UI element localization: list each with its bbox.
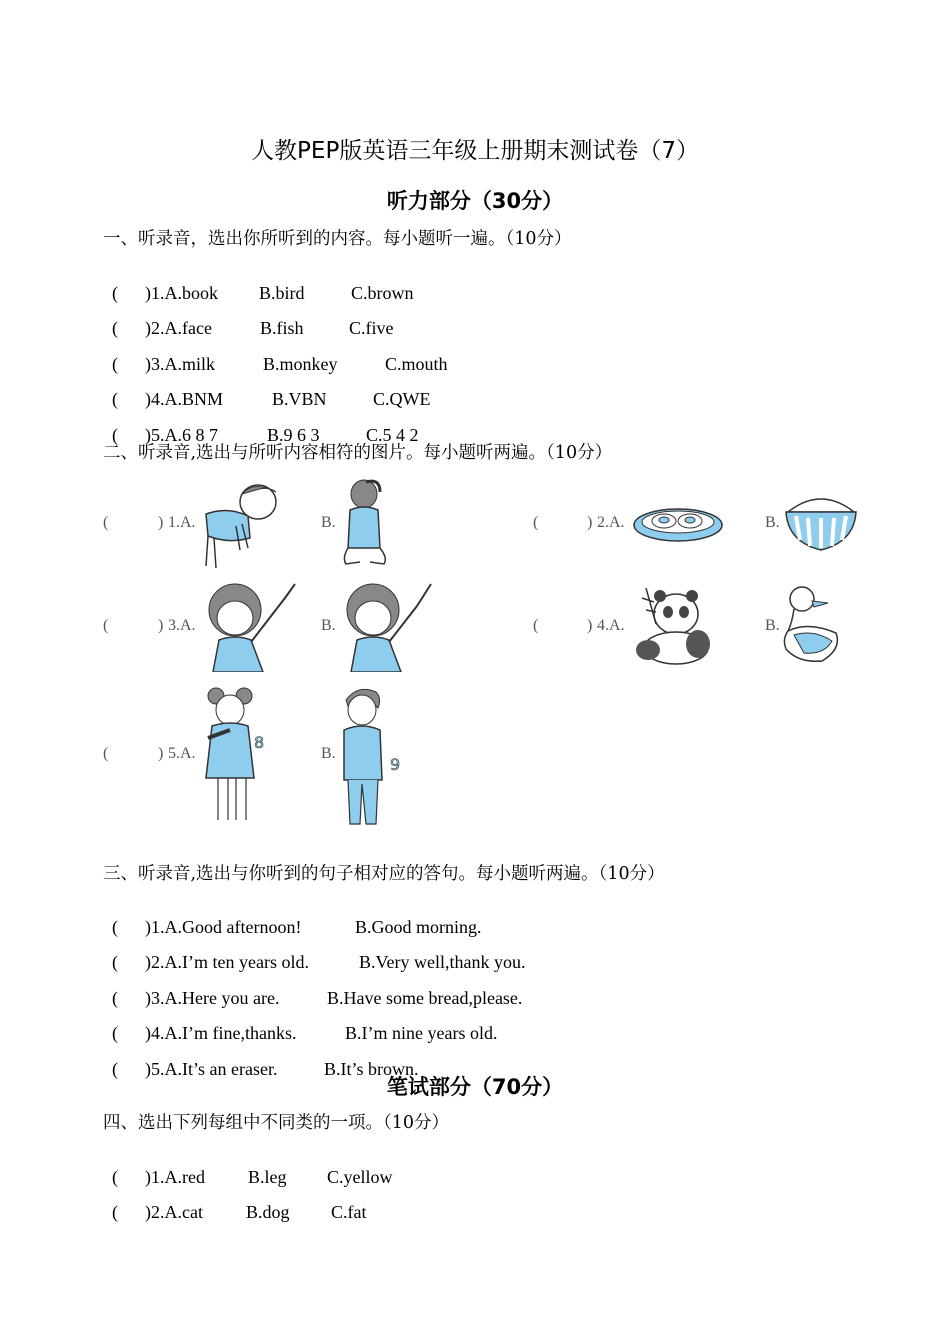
s2-q1-label-a: 1.A.	[168, 514, 196, 531]
s2-q4-label-b: B.	[765, 617, 780, 634]
page-title: 人教PEP版英语三年级上册期末测试卷（7）	[251, 138, 699, 164]
option-b: B.9 6 3	[267, 425, 320, 445]
s2-q4-open-paren[interactable]: (	[533, 617, 539, 634]
option-b: B.I’m nine years old.	[345, 1023, 498, 1043]
s2-q3-close-paren: )	[158, 617, 164, 634]
option-b: B.fish	[260, 318, 304, 338]
answer-paren[interactable]: (	[112, 283, 118, 303]
option-a: )1.A.book	[145, 283, 218, 303]
option-b: B.Good morning.	[355, 917, 482, 937]
option-a: )2.A.face	[145, 318, 212, 338]
s2-q1-close-paren: )	[158, 514, 164, 531]
listening-part-heading: 听力部分（30分）	[386, 189, 564, 213]
plate-of-eggs-image	[632, 503, 724, 543]
section-4-heading: 四、选出下列每组中不同类的一项。（10分）	[103, 1113, 450, 1133]
answer-paren[interactable]: (	[112, 1023, 118, 1043]
option-b: B.Have some bread,please.	[327, 988, 523, 1008]
s2-q5-open-paren[interactable]: (	[103, 745, 109, 762]
option-a: )3.A.milk	[145, 354, 215, 374]
duck-image	[778, 583, 850, 667]
option-a: )2.A.I’m ten years old.	[145, 952, 309, 972]
option-c: C.five	[349, 318, 394, 338]
option-c: C.brown	[351, 283, 414, 303]
option-a: )5.A.It’s an eraser.	[145, 1059, 278, 1079]
answer-paren[interactable]: (	[112, 318, 118, 338]
option-c: C.yellow	[327, 1167, 393, 1187]
s2-q5-close-paren: )	[158, 745, 164, 762]
s2-q2-close-paren: )	[587, 514, 593, 531]
bowl-of-rice-image	[782, 488, 860, 554]
s4-question-2	[103, 1181, 367, 1223]
answer-paren[interactable]: (	[112, 1202, 118, 1222]
option-c: C.QWE	[373, 389, 431, 409]
answer-paren[interactable]: (	[112, 988, 118, 1008]
answer-paren[interactable]: (	[112, 952, 118, 972]
s2-q1-open-paren[interactable]: (	[103, 514, 109, 531]
option-c: C.mouth	[385, 354, 448, 374]
s2-q3-label-b: B.	[321, 617, 336, 634]
s2-q2-open-paren[interactable]: (	[533, 514, 539, 531]
section-1-heading: 一、听录音，选出你所听到的内容。每小题听一遍。（10分）	[103, 229, 572, 249]
option-a: )5.A.6 8 7	[145, 425, 218, 445]
option-b: B.bird	[259, 283, 305, 303]
option-b: B.It’s brown.	[324, 1059, 419, 1079]
girl-pointing-image	[205, 580, 300, 672]
option-b: B.VBN	[272, 389, 327, 409]
s2-q2-label-a: 2.A.	[597, 514, 625, 531]
option-a: )1.A.red	[145, 1167, 205, 1187]
option-c: C.5 4 2	[366, 425, 419, 445]
answer-paren[interactable]: (	[112, 425, 118, 445]
option-a: )2.A.cat	[145, 1202, 203, 1222]
option-b: B.dog	[246, 1202, 290, 1222]
number-nine: 9	[390, 755, 401, 774]
boy-touching-knees-image	[198, 478, 284, 570]
answer-paren[interactable]: (	[112, 354, 118, 374]
s2-q4-close-paren: )	[587, 617, 593, 634]
number-eight: 8	[254, 733, 265, 752]
option-a: )1.A.Good afternoon!	[145, 917, 302, 937]
option-b: B.monkey	[263, 354, 338, 374]
s2-q2-label-b: B.	[765, 514, 780, 531]
option-a: )4.A.BNM	[145, 389, 224, 409]
s2-q4-label-a: 4.A.	[597, 617, 625, 634]
option-a: )3.A.Here you are.	[145, 988, 280, 1008]
girl-pointing-up-image	[343, 580, 438, 672]
answer-paren[interactable]: (	[112, 1167, 118, 1187]
girl-with-number-image	[202, 686, 272, 822]
panda-image	[632, 584, 712, 666]
s2-q1-label-b: B.	[321, 514, 336, 531]
writing-part-heading: 笔试部分（70分）	[386, 1075, 564, 1099]
option-b: B.Very well,thank you.	[359, 952, 526, 972]
option-a: )4.A.I’m fine,thanks.	[145, 1023, 297, 1043]
option-c: C.fat	[331, 1202, 367, 1222]
answer-paren[interactable]: (	[112, 1059, 118, 1079]
boy-with-number-image	[338, 684, 410, 828]
s2-q5-label-a: 5.A.	[168, 745, 196, 762]
answer-paren[interactable]: (	[112, 389, 118, 409]
option-b: B.leg	[248, 1167, 287, 1187]
child-touching-head-image	[336, 476, 396, 570]
section-3-heading: 三、听录音,选出与你听到的句子相对应的答句。每小题听两遍。（10分）	[103, 864, 665, 884]
s2-q3-open-paren[interactable]: (	[103, 617, 109, 634]
s2-q5-label-b: B.	[321, 745, 336, 762]
section-2-heading: 二、听录音,选出与所听内容相符的图片。每小题听两遍。（10分）	[103, 443, 613, 463]
answer-paren[interactable]: (	[112, 917, 118, 937]
s2-q3-label-a: 3.A.	[168, 617, 196, 634]
